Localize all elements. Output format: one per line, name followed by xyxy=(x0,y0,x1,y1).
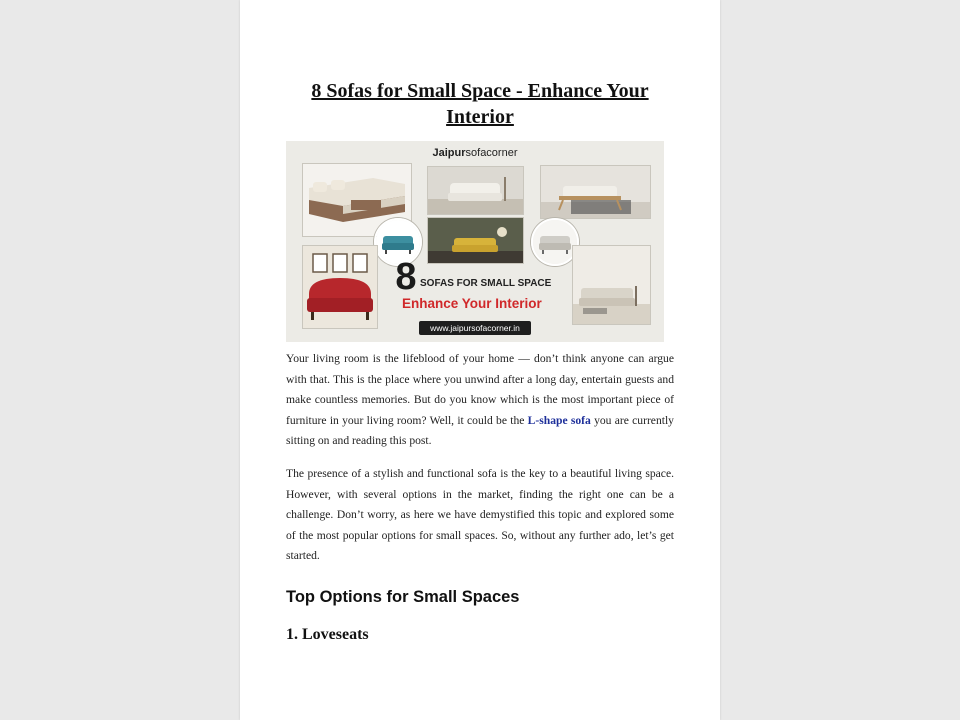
title-line-2: Interior xyxy=(446,106,514,128)
white-sofa-room-photo xyxy=(427,166,524,215)
second-paragraph: The presence of a stylish and functional sofa is the key to a beautiful living space. However, with several options in the market, finding the right one can be a challenge. Don’t worry, as here we have demystified this topic and explored some of the most popular options for small spaces. So, without any further ado, let’s get started. xyxy=(286,467,674,562)
section-heading-top-options: Top Options for Small Spaces xyxy=(286,588,520,606)
beige-sofa-photo xyxy=(572,245,651,325)
intro-paragraph: Your living room is the lifeblood of your home — don’t think anyone can argue with that. This is the place where you unwind after a long day, entertain guests and make countless memories. But do you know which is the most important piece of furniture in your living room? Well, it could be the L-shape sofa you are currently sitting on and reading this post. xyxy=(286,352,674,447)
yellow-sofa-photo xyxy=(427,217,524,264)
document-title xyxy=(240,78,720,130)
banner-number-8: 8 xyxy=(395,256,417,298)
brand-logo: Jaipursofacorner xyxy=(432,147,518,159)
subheading-loveseats: 1. Loveseats xyxy=(286,626,369,643)
red-sofa-photo xyxy=(302,245,378,329)
banner-tagline: Enhance Your Interior xyxy=(402,296,542,311)
l-shape-sofa-link[interactable]: L-shape sofa xyxy=(527,413,591,427)
hero-banner-image xyxy=(286,141,664,342)
banner-website-url: www.jaipursofacorner.in xyxy=(419,321,531,335)
title-line-1: 8 Sofas for Small Space - Enhance Your xyxy=(311,80,649,102)
document-page xyxy=(240,0,720,720)
banner-subtitle: SOFAS FOR SMALL SPACE xyxy=(420,278,552,289)
wooden-sofa-photo xyxy=(540,165,651,219)
